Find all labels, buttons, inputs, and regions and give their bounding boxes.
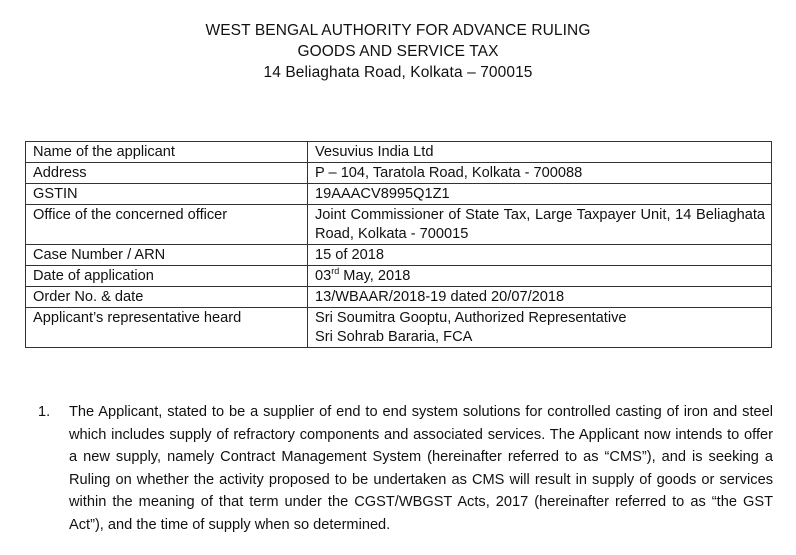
row-value: 15 of 2018 [308, 245, 772, 266]
authority-address: 14 Beliaghata Road, Kolkata – 700015 [263, 64, 533, 81]
row-value: P – 104, Taratola Road, Kolkata - 700088 [308, 163, 772, 184]
table-row [26, 287, 772, 308]
representative-2: Sri Sohrab Bararia, FCA [315, 329, 473, 345]
row-value: Joint Commissioner of State Tax, Large Taxpayer Unit, 14 Beliaghata Road, Kolkata - 700015 [308, 205, 772, 245]
table-row [26, 308, 772, 348]
row-value [308, 308, 772, 348]
representative-1: Sri Soumitra Gooptu, Authorized Representative [315, 310, 627, 326]
ordinal-suffix: rd [331, 266, 340, 277]
row-label: Case Number / ARN [26, 245, 308, 266]
row-label: Order No. & date [26, 287, 308, 308]
application-day: 03 [315, 268, 332, 284]
row-value: Vesuvius India Ltd [308, 142, 772, 163]
application-month-year: May, 2018 [339, 268, 411, 284]
table-row [26, 205, 772, 245]
applicant-info-table [25, 141, 772, 348]
table-row [26, 184, 772, 205]
row-label: Address [26, 163, 308, 184]
row-value: 13/WBAAR/2018-19 dated 20/07/2018 [308, 287, 772, 308]
table-row [26, 266, 772, 287]
paragraph-text: The Applicant, stated to be a supplier of end to end system solutions for controlled casting of iron and steel which includes supply of refractory components and associated services. The Applicant now intends to offer a new supply, namely Contract Management System (hereinafter referred to as “CMS”), and is seeking a Ruling on whether the activity proposed to be undertaken as CMS will result in supply of goods or services within the meaning of that term under the CGST/WBGST Acts, 2017 (hereinafter referred to as “the GST Act”), and the time of supply when so determined. [69, 404, 773, 533]
row-label: Office of the concerned officer [26, 205, 308, 245]
paragraph-1 [38, 401, 773, 537]
table-row [26, 163, 772, 184]
row-value: 19AAACV8995Q1Z1 [308, 184, 772, 205]
row-label: Applicant’s representative heard [26, 308, 308, 348]
row-label: GSTIN [26, 184, 308, 205]
authority-subtitle: GOODS AND SERVICE TAX [297, 43, 499, 60]
row-label: Name of the applicant [26, 142, 308, 163]
table-row [26, 245, 772, 266]
authority-name: WEST BENGAL AUTHORITY FOR ADVANCE RULING [205, 22, 591, 39]
document-header [0, 20, 796, 83]
row-value [308, 266, 772, 287]
row-label: Date of application [26, 266, 308, 287]
paragraph-number: 1. [38, 404, 51, 420]
table-row [26, 142, 772, 163]
